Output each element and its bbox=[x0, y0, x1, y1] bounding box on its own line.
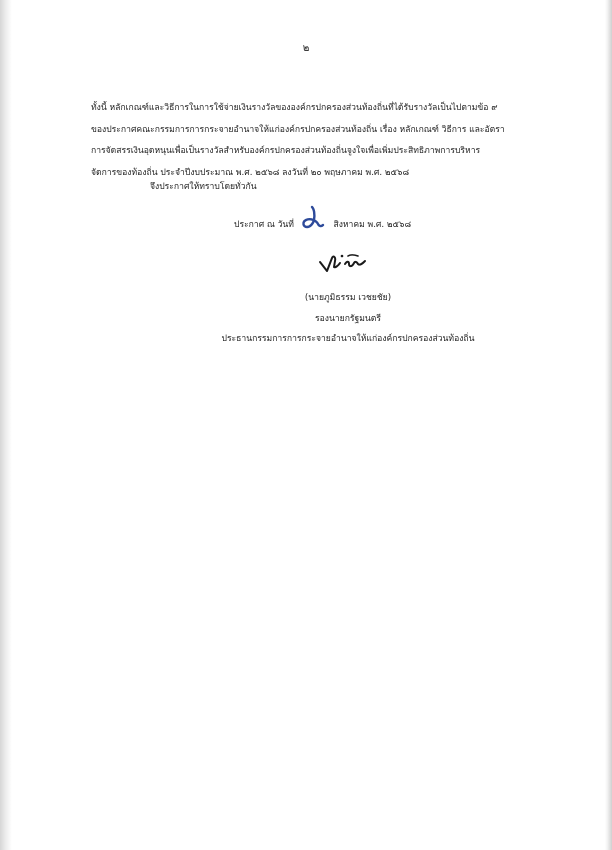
page-number: ๒ bbox=[302, 43, 310, 54]
handwritten-signature bbox=[318, 252, 378, 276]
issued-day bbox=[297, 217, 298, 218]
body-line: ของประกาศคณะกรรมการการกระจายอำนาจให้แก่องค์กรปกครองส่วนท้องถิ่น เรื่อง หลักเกณฑ์ วิธีการ และอัตรา bbox=[91, 124, 505, 135]
body-line: การจัดสรรเงินอุดหนุนเพื่อเป็นรางวัลสำหรับองค์กรปกครองส่วนท้องถิ่นจูงใจเพื่อเพิ่มประสิทธิภาพการบริหาร bbox=[91, 146, 481, 156]
page-edge-left bbox=[0, 0, 12, 850]
handwritten-day bbox=[297, 217, 331, 227]
signatory-committee-position: ประธานกรรมการการกระจายอำนาจให้แก่องค์กรปกครองส่วนท้องถิ่น bbox=[221, 334, 475, 344]
body-paragraph bbox=[91, 98, 541, 184]
signatory-name: (นายภูมิธรรม เวชยชัย) bbox=[304, 293, 392, 303]
signature bbox=[318, 252, 378, 280]
announcement-line: จึงประกาศให้ทราบโดยทั่วกัน bbox=[150, 182, 257, 192]
body-line: จัดการของท้องถิ่น ประจำปีงบประมาณ พ.ศ. ๒๕๖๘ ลงวันที่ ๒๐ พฤษภาคม พ.ศ. ๒๕๖๘ bbox=[91, 167, 410, 178]
issued-suffix: สิงหาคม พ.ศ. ๒๕๖๘ bbox=[333, 220, 412, 230]
body-line: ทั้งนี้ หลักเกณฑ์และวิธีการในการใช้จ่ายเงินรางวัลขององค์กรปกครองส่วนท้องถิ่นที่ได้รับรางวัลเป็นไปตามข้อ ๙ bbox=[91, 103, 498, 113]
handwritten-day-mark bbox=[299, 205, 329, 231]
issued-prefix: ประกาศ ณ วันที่ bbox=[234, 220, 294, 230]
signatory-position: รองนายกรัฐมนตรี bbox=[314, 314, 381, 324]
page-edge-right bbox=[605, 0, 612, 850]
issued-date-line bbox=[234, 217, 411, 231]
